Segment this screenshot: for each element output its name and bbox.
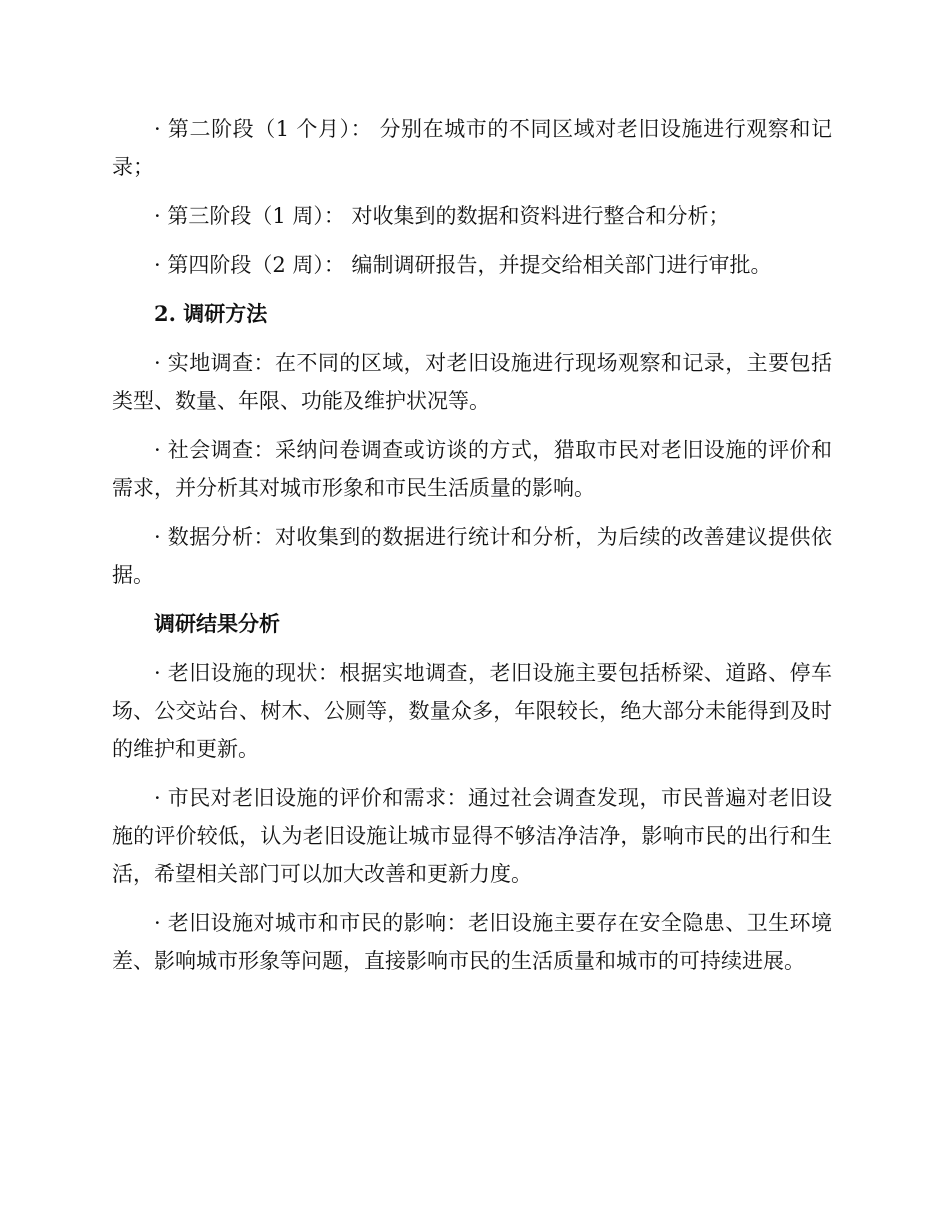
phase-4-item: · 第四阶段（2 周）： 编制调研报告，并提交给相关部门进行审批。 — [154, 253, 772, 277]
method-social-survey: · 社会调查：采纳问卷调查或访谈的方式，猎取市民对老旧设施的评价和需求，并分析其对城市形象和市民生活质量的影响。 — [112, 438, 832, 500]
result-citizen-evaluation: · 市民对老旧设施的评价和需求：通过社会调查发现，市民普遍对老旧设施的评价较低，认为老旧设施让城市显得不够洁净洁净，影响市民的出行和生活，希望相关部门可以加大改善和更新力度。 — [112, 786, 832, 886]
methods-heading: 2. 调研方法 — [154, 301, 268, 326]
result-current-status: · 老旧设施的现状：根据实地调查，老旧设施主要包括桥梁、道路、停车场、公交站台、树木、公厕等，数量众多，年限较长，绝大部分未能得到及时的维护和更新。 — [112, 661, 832, 761]
phase-2-item: · 第二阶段（1 个月）： 分别在城市的不同区域对老旧设施进行观察和记录； — [112, 117, 832, 179]
method-data-analysis: · 数据分析：对收集到的数据进行统计和分析，为后续的改善建议提供依据。 — [112, 525, 832, 587]
document-body — [112, 110, 832, 991]
method-field-survey: · 实地调查：在不同的区域，对老旧设施进行现场观察和记录，主要包括类型、数量、年限、功能及维护状况等。 — [112, 351, 832, 413]
result-impact: · 老旧设施对城市和市民的影响：老旧设施主要存在安全隐患、卫生环境差、影响城市形象等问题，直接影响市民的生活质量和城市的可持续进展。 — [112, 911, 832, 973]
results-heading: 调研结果分析 — [154, 611, 280, 636]
phase-3-item: · 第三阶段（1 周）： 对收集到的数据和资料进行整合和分析； — [154, 204, 730, 228]
